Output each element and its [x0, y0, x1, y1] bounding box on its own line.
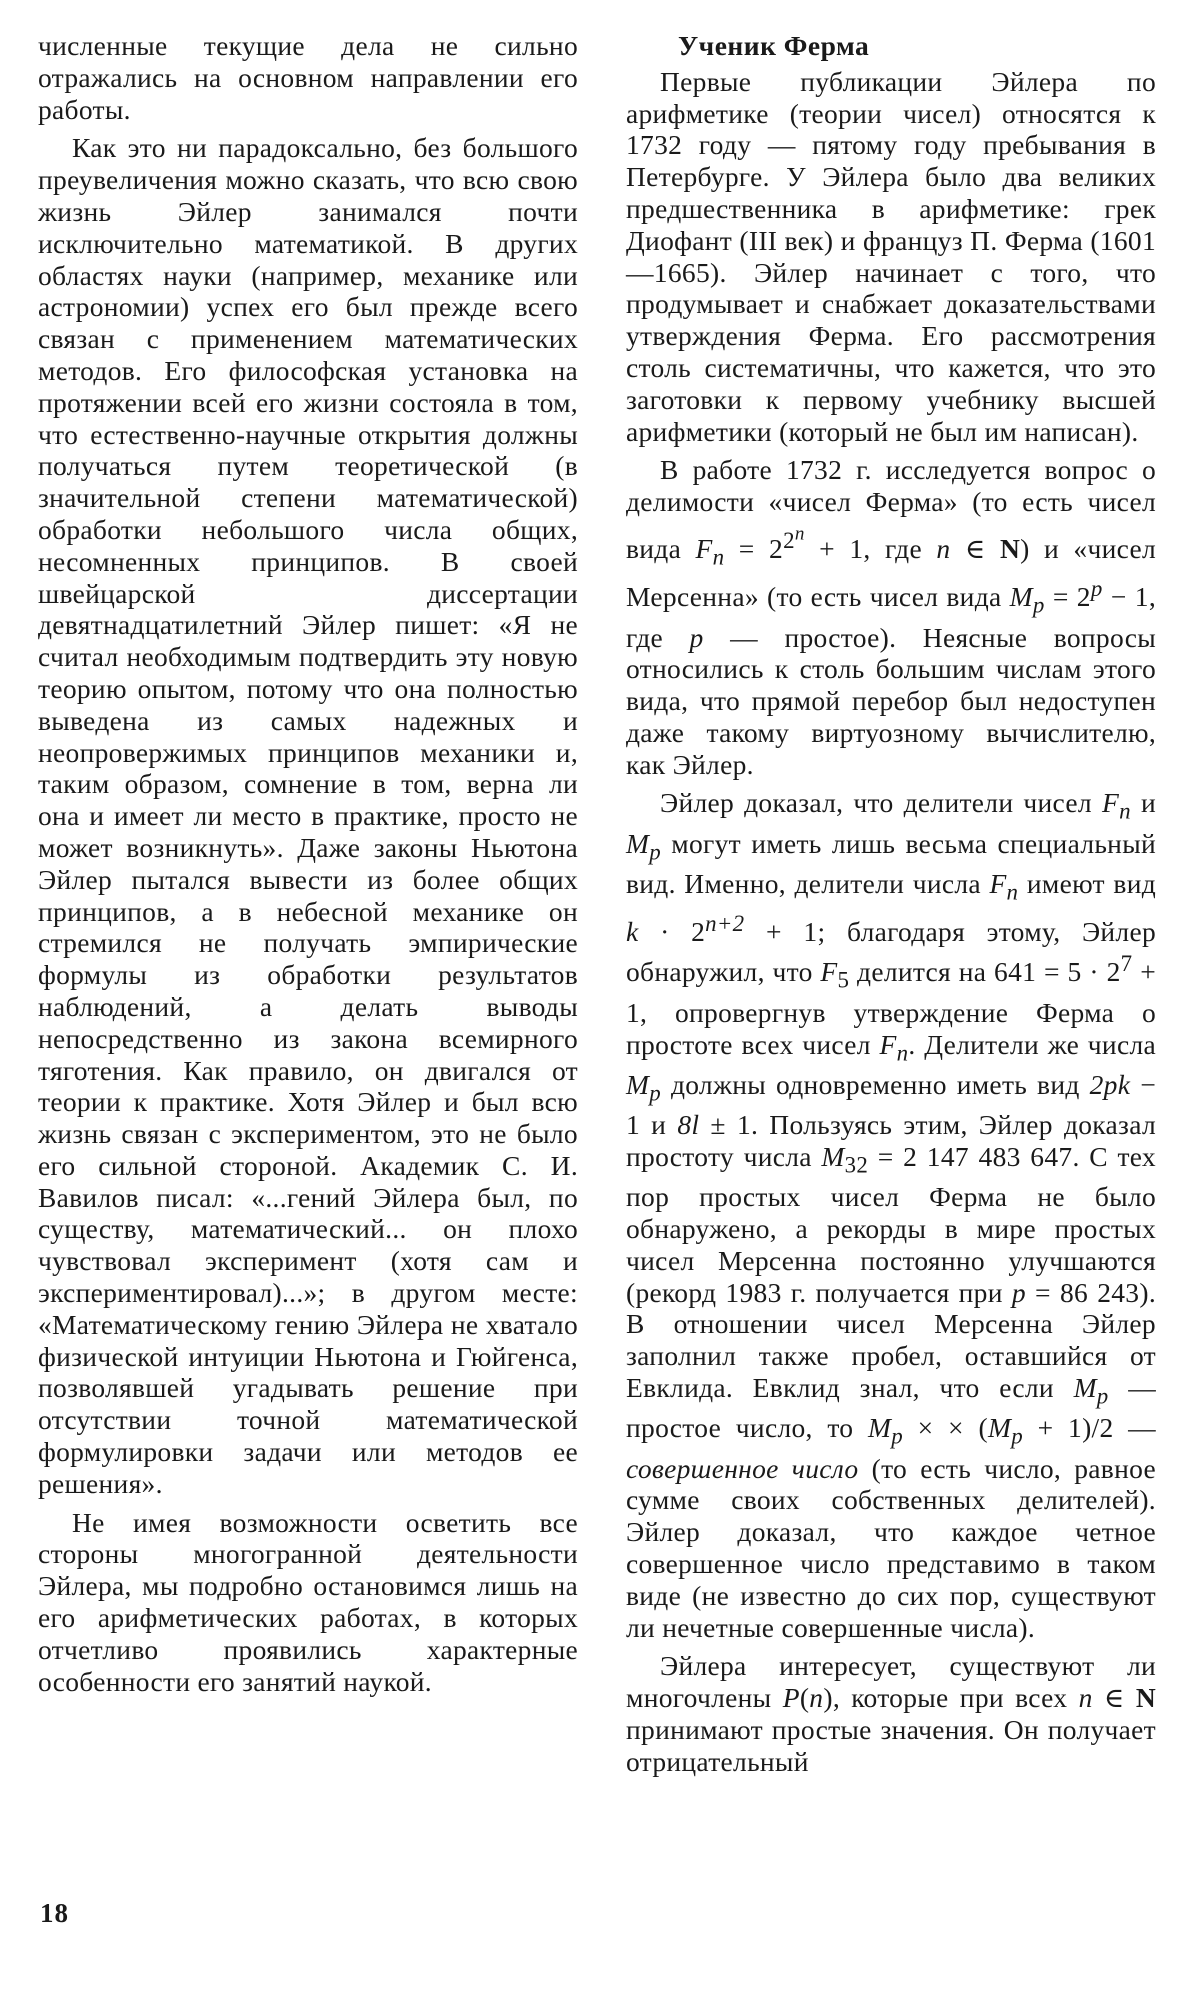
paragraph-fermat-mersenne-numbers — [626, 454, 1156, 780]
math-sub: p — [1096, 1383, 1109, 1409]
math-op: ∈ — [1092, 1682, 1136, 1714]
page-number: 18 — [40, 1898, 69, 1928]
math-sub: p — [649, 1080, 661, 1106]
text-run: делится на 641 = 5 · 2 — [849, 956, 1121, 988]
math-sup-sup: n — [794, 522, 805, 544]
text-run: ± 1. Пользуясь этим, Эйлер доказал простоту числа — [626, 1109, 1156, 1172]
math-n: n — [1078, 1682, 1093, 1714]
text-run: (то есть число, равное сумме своих собственных делителей). Эйлер доказал, что каждое четное совершенное число представимо в таком виде (не известно до сих пор, существуют ли нечетные совершенные числа). — [626, 1452, 1156, 1643]
math-sup: 7 — [1120, 951, 1133, 977]
math-op: = 2 — [1044, 581, 1091, 613]
math-p: p — [689, 621, 704, 653]
math-F: F — [879, 1028, 897, 1060]
math-F: F — [820, 956, 838, 988]
math-op: ) — [823, 1682, 833, 1714]
text-run: где — [626, 621, 690, 653]
math-M: M — [1073, 1372, 1097, 1404]
text-run: . Делители же числа — [908, 1028, 1156, 1060]
text-run: где — [870, 532, 937, 564]
math-n: n — [809, 1682, 824, 1714]
text-run: принимают простые значения. Он получает отрицательный — [626, 1714, 1156, 1777]
section-heading: Ученик Ферма — [678, 30, 870, 61]
math-sub: n — [1006, 879, 1019, 905]
math-k: k — [626, 916, 639, 948]
math-sub: n — [1119, 798, 1131, 824]
math-sub: n — [896, 1040, 909, 1066]
text-run: − 1 и — [626, 1068, 1157, 1141]
math-sub: p — [1011, 1423, 1023, 1449]
math-op: ( — [799, 1682, 810, 1714]
math-sup: n+2 — [705, 911, 745, 937]
math-p: p — [1011, 1276, 1026, 1308]
text-run: должны одновременно иметь вид — [660, 1068, 1090, 1100]
math-F: F — [695, 532, 713, 564]
term-perfect-number: совершенное число — [626, 1452, 859, 1484]
text-run: — простое). Неясные вопросы относились к столь большим числам этого вида, что прямой перебор был недоступен даже такому виртуозному вычислителю, как Эйлер. — [626, 621, 1156, 780]
text-run: + 1, опровергнув утверждение Ферма о простоте всех чисел — [626, 956, 1156, 1060]
math-P: P — [782, 1682, 800, 1714]
math-M: M — [626, 827, 650, 859]
math-M: M — [1009, 581, 1033, 613]
math-op: = 2 — [724, 532, 784, 564]
math-n: n — [936, 532, 951, 564]
text-run: = 2 147 483 647. С тех пор простых чисел Ферма не было обнаружено, а рекорды в мире простых чисел Мерсенна постоянно улучшаются (рекорд 1983 г. получается при — [626, 1140, 1156, 1308]
text-run: ) и «чисел Мерсенна» (то есть чисел вида — [626, 532, 1156, 613]
text-run: могут иметь лишь весьма специальный вид. Именно, делители числа — [626, 827, 1156, 900]
paragraph-first-publications: Первые публикации Эйлера по арифметике (теории чисел) относятся к 1732 году — пятому году пребывания в Петербурге. У Эйлера было два великих предшественника в арифметике: грек Диофант (III век) и француз П. Ферма (1601—1665). Эйлер начинает с того, что продумывает и снабжает доказательствами утверждения Ферма. Его рассмотрения столь систематичны, что кажется, что это заготовки к первому учебнику высшей арифметики (который не был им написан). — [626, 65, 1156, 447]
math-op: + 1, — [804, 532, 871, 564]
paragraph-arithmetic-works: Не имея возможности осветить все стороны многогранной деятельности Эйлера, мы подробно остановимся лишь на его арифметических работах, в которых отчетливо проявились характерные особенности его занятий наукой. — [38, 1506, 578, 1697]
math-sub: n — [712, 544, 725, 570]
text-run: = 86 243). В отношении чисел Мерсенна Эйлер заполнил также пробел, оставшийся от Евклида. Евклид знал, что если — [626, 1276, 1156, 1404]
right-column — [626, 30, 1156, 1785]
text-run: благодаря этому, Эйлер обнаружил, что — [626, 916, 1157, 988]
text-run: и — [1130, 787, 1156, 819]
math-op: ∈ — [950, 532, 1000, 564]
math-N: N — [999, 532, 1021, 564]
math-M: M — [867, 1412, 892, 1444]
paragraph-euler-mathematics: Как это ни парадоксально, без большого преувеличения можно сказать, что всю свою жизнь Эйлер занимался почти исключительно математикой. В других областях науки (например, механике или астрономии) успех его был прежде всего связан с применением математических методов. Его философская установка на протяжении всей его жизни состояла в том, что естественно-научные открытия должны получаться путем теоретической (в значительной степени математической) обработки небольшого числа общих, несомненных принципов. В своей швейцарской диссертации девятнадцатилетний Эйлер пишет: «Я не считал необходимым подтвердить эту новую теорию опытом, потому что она полностью выведена из самых надежных и неопровержимых принципов механики и, таким образом, сомнение в том, верна ли она и имеет ли место в практике, просто не может возникнуть». Даже законы Ньютона Эйлер пытался вывести из более общих принципов, а в небесной механике он стремился не получать эмпирические формулы из обработки результатов наблюдений, а делать выводы непосредственно из закона всемирного тяготения. Как правило, он двигался от теории к практике. Хотя Эйлер и был всю жизнь связан с экспериментом, это не было его сильной стороной. Академик С. И. Вавилов писал: «...гений Эйлера был, по существу, математический... он плохо чувствовал эксперимент (хотя сам и экспериментировал)...»; в другом месте: «Математическому гению Эйлера не хватало физической интуиции Ньютона и Гюйгенса, позволявшей угадывать решение при отсутствии точной математической формулировки задачи или методов ее решения». — [38, 132, 578, 1499]
math-op: · 2 — [638, 916, 706, 948]
text-run: + 1)/2 — — [1022, 1412, 1156, 1444]
paragraph-continuation: численные текущие дела не сильно отражались на основном направлении его работы. — [38, 30, 578, 125]
text-run: В работе 1732 г. исследуется вопрос о делимости «чисел Ферма» (то есть чисел вида — [626, 454, 1156, 564]
math-2pk: 2pk — [1089, 1068, 1131, 1100]
text-run: Эйлер доказал, что делители чисел — [660, 787, 1103, 819]
text-run: , которые при всех — [832, 1682, 1079, 1714]
math-F: F — [989, 868, 1007, 900]
left-column — [38, 30, 578, 1704]
math-M: M — [987, 1412, 1012, 1444]
math-M: M — [821, 1140, 845, 1172]
math-op: − 1, — [1102, 581, 1156, 613]
text-run: имеют вид — [1018, 868, 1157, 900]
text-run: × × ( — [902, 1412, 988, 1444]
text-run: Эйлера интересует, существуют ли многочлены — [626, 1650, 1156, 1714]
math-sub: 32 — [844, 1152, 869, 1178]
math-8l: 8l — [677, 1109, 700, 1141]
math-N: N — [1135, 1682, 1156, 1714]
math-sub: p — [891, 1423, 903, 1449]
math-sub: 5 — [837, 967, 850, 993]
math-op: + 1; — [744, 916, 826, 948]
math-sub: p — [649, 839, 661, 865]
math-sup: p — [1090, 576, 1103, 602]
text-run: — простое число, то — [626, 1372, 1156, 1444]
math-F: F — [1102, 787, 1120, 819]
math-sub: p — [1032, 592, 1045, 618]
math-sup: 2 — [783, 527, 795, 553]
paragraph-polynomials — [626, 1650, 1156, 1777]
paragraph-euler-divisors — [626, 787, 1156, 1643]
math-M: M — [626, 1068, 650, 1100]
